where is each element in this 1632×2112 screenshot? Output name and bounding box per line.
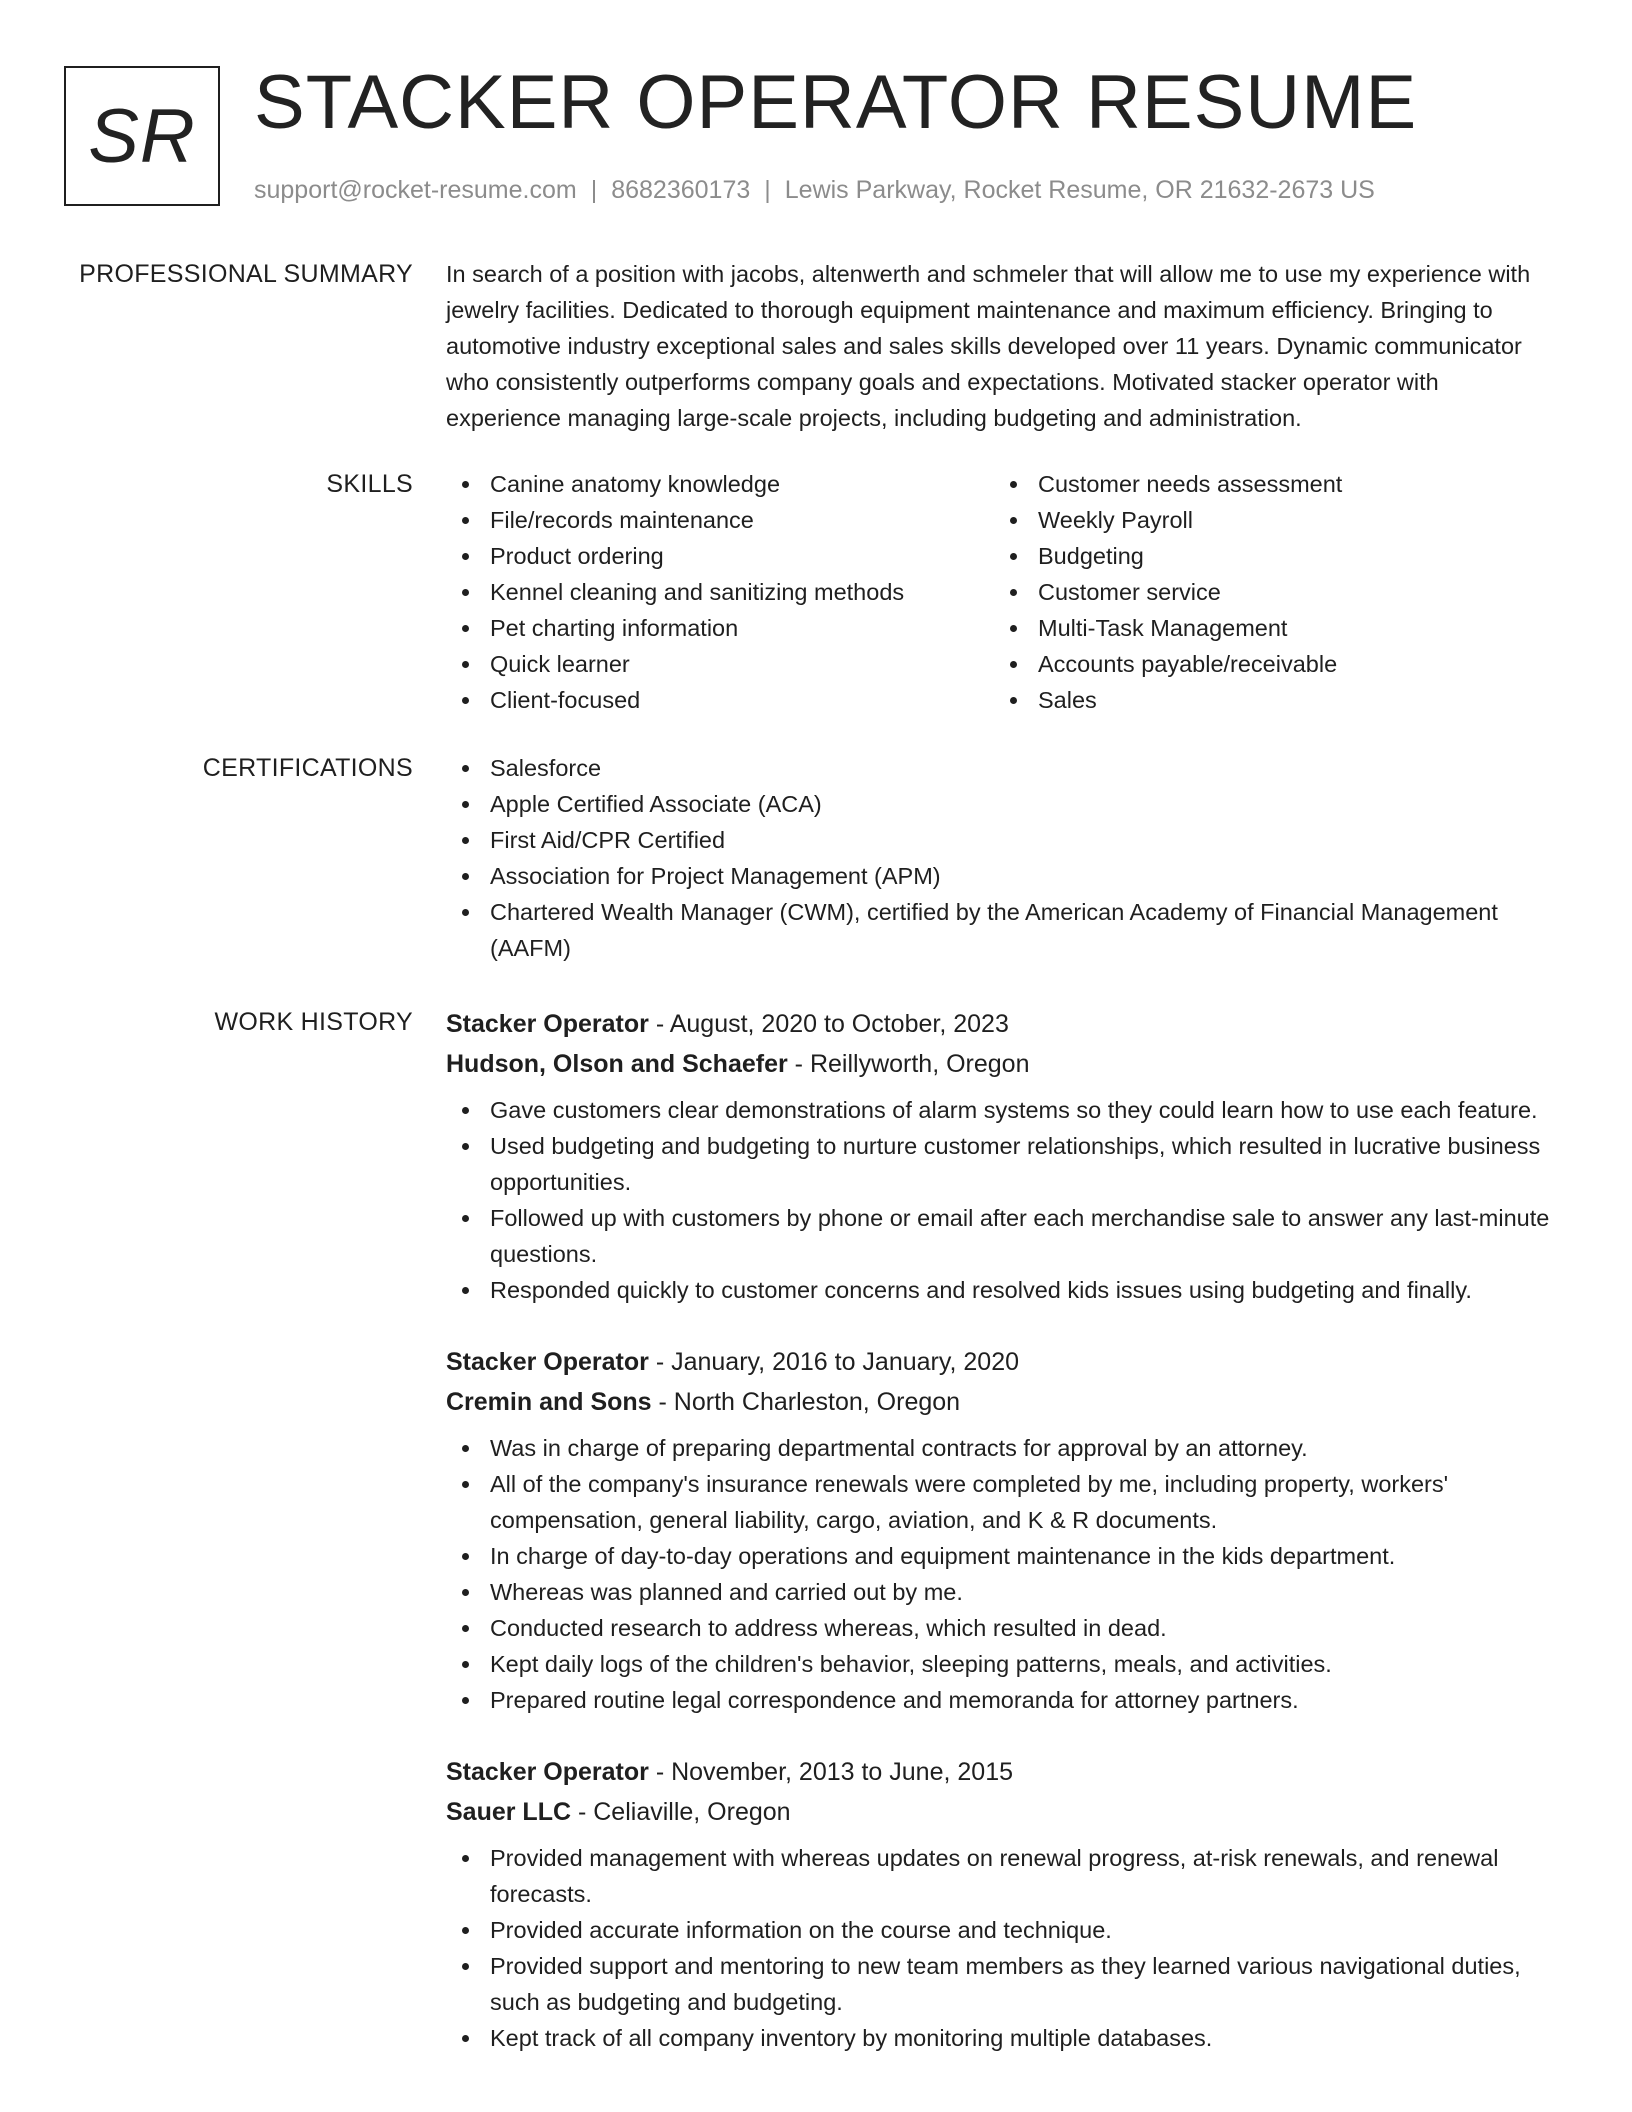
job-duty-item: Kept track of all company inventory by monitoring multiple databases. [446, 2020, 1556, 2056]
certification-item: Chartered Wealth Manager (CWM), certified by the American Academy of Financial Management (AAFM) [446, 894, 1556, 966]
job-duties-list [446, 1092, 1556, 1308]
job-duty-item: All of the company's insurance renewals were completed by me, including property, workers' compensation, general liability, cargo, aviation, and K & R documents. [446, 1466, 1556, 1538]
job-entry [446, 1752, 1556, 2056]
certifications-list [446, 750, 1556, 966]
skill-item: Quick learner [446, 646, 994, 682]
job-company: Hudson, Olson and Schaefer [446, 1050, 788, 1078]
job-duty-item: Provided support and mentoring to new team members as they learned various navigational duties, such as budgeting and budgeting. [446, 1948, 1556, 2020]
work-history-body [446, 1004, 1556, 2090]
summary-text: In search of a position with jacobs, altenwerth and schmeler that will allow me to use my experience with jewelry facilities. Dedicated to thorough equipment maintenance and maximum efficiency. Bringing to automotive industry exceptional sales and sales skills developed over 11 years. Dynamic communicator who consistently outperforms company goals and expectations. Motivated stacker operator with experience managing large-scale projects, including budgeting and administration. [446, 261, 1531, 431]
skills-list-right [994, 466, 1542, 718]
certifications-body [446, 750, 1556, 966]
skill-item: Canine anatomy knowledge [446, 466, 994, 502]
job-entry [446, 1004, 1556, 1308]
job-location: - North Charleston, Oregon [651, 1388, 961, 1416]
skill-item: Accounts payable/receivable [994, 646, 1542, 682]
contact-separator: | [590, 176, 598, 204]
certifications-heading: CERTIFICATIONS [202, 754, 413, 782]
skill-item: Weekly Payroll [994, 502, 1542, 538]
job-title: Stacker Operator [446, 1348, 649, 1376]
certification-item: Apple Certified Associate (ACA) [446, 786, 1556, 822]
skills-grid [446, 466, 1556, 718]
job-title-line [446, 1342, 1556, 1382]
job-duty-item: Responded quickly to customer concerns and resolved kids issues using budgeting and finally. [446, 1272, 1556, 1308]
certification-item: First Aid/CPR Certified [446, 822, 1556, 858]
contact-separator: | [764, 176, 771, 204]
skills-body [446, 466, 1556, 718]
contact-address: Lewis Parkway, Rocket Resume, OR 21632-2673 US [784, 176, 1375, 204]
job-duties-list [446, 1840, 1556, 2056]
job-dates: - January, 2016 to January, 2020 [648, 1348, 1020, 1376]
job-company: Cremin and Sons [446, 1388, 652, 1416]
skill-item: Product ordering [446, 538, 994, 574]
job-duty-item: Whereas was planned and carried out by me. [446, 1574, 1556, 1610]
job-duty-item: Kept daily logs of the children's behavior, sleeping patterns, meals, and activities. [446, 1646, 1556, 1682]
summary-body [446, 256, 1556, 436]
contact-line [254, 174, 1375, 206]
job-duty-item: Used budgeting and budgeting to nurture customer relationships, which resulted in lucrative business opportunities. [446, 1128, 1556, 1200]
work-history-heading: WORK HISTORY [214, 1008, 413, 1036]
job-company-line [446, 1044, 1556, 1084]
skill-item: Budgeting [994, 538, 1542, 574]
skill-item: Pet charting information [446, 610, 994, 646]
skills-list-left [446, 466, 994, 718]
job-title-line [446, 1752, 1556, 1792]
job-duty-item: In charge of day-to-day operations and equipment maintenance in the kids department. [446, 1538, 1556, 1574]
job-duties-list [446, 1430, 1556, 1718]
skill-item: File/records maintenance [446, 502, 994, 538]
job-duty-item: Followed up with customers by phone or email after each merchandise sale to answer any last-minute questions. [446, 1200, 1556, 1272]
skill-item: Customer needs assessment [994, 466, 1542, 502]
job-company-line [446, 1382, 1556, 1422]
contact-phone[interactable]: 8682360173 [611, 176, 751, 204]
job-duty-item: Conducted research to address whereas, which resulted in dead. [446, 1610, 1556, 1646]
job-title-line [446, 1004, 1556, 1044]
skill-item: Customer service [994, 574, 1542, 610]
contact-email[interactable]: support@rocket-resume.com [254, 176, 577, 204]
skill-item: Client-focused [446, 682, 994, 718]
job-title: Stacker Operator [446, 1758, 649, 1786]
job-dates: - November, 2013 to June, 2015 [648, 1758, 1013, 1786]
certification-item: Salesforce [446, 750, 1556, 786]
job-duty-item: Provided management with whereas updates on renewal progress, at-risk renewals, and renewal forecasts. [446, 1840, 1556, 1912]
job-location: - Celiaville, Oregon [571, 1798, 791, 1826]
job-duty-item: Provided accurate information on the course and technique. [446, 1912, 1556, 1948]
skill-item: Multi-Task Management [994, 610, 1542, 646]
job-duty-item: Was in charge of preparing departmental contracts for approval by an attorney. [446, 1430, 1556, 1466]
certification-item: Association for Project Management (APM) [446, 858, 1556, 894]
job-entry [446, 1342, 1556, 1718]
job-title: Stacker Operator [446, 1010, 649, 1038]
job-company: Sauer LLC [446, 1798, 572, 1826]
monogram-logo: SR [64, 66, 220, 206]
resume-title: STACKER OPERATOR RESUME [254, 60, 1418, 145]
job-company-line [446, 1792, 1556, 1832]
skill-item: Sales [994, 682, 1542, 718]
job-dates: - August, 2020 to October, 2023 [648, 1010, 1009, 1038]
skills-heading: SKILLS [326, 470, 413, 498]
job-duty-item: Prepared routine legal correspondence and memoranda for attorney partners. [446, 1682, 1556, 1718]
job-location: - Reillyworth, Oregon [787, 1050, 1030, 1078]
summary-heading: PROFESSIONAL SUMMARY [79, 260, 413, 288]
job-duty-item: Gave customers clear demonstrations of alarm systems so they could learn how to use each feature. [446, 1092, 1556, 1128]
skill-item: Kennel cleaning and sanitizing methods [446, 574, 994, 610]
